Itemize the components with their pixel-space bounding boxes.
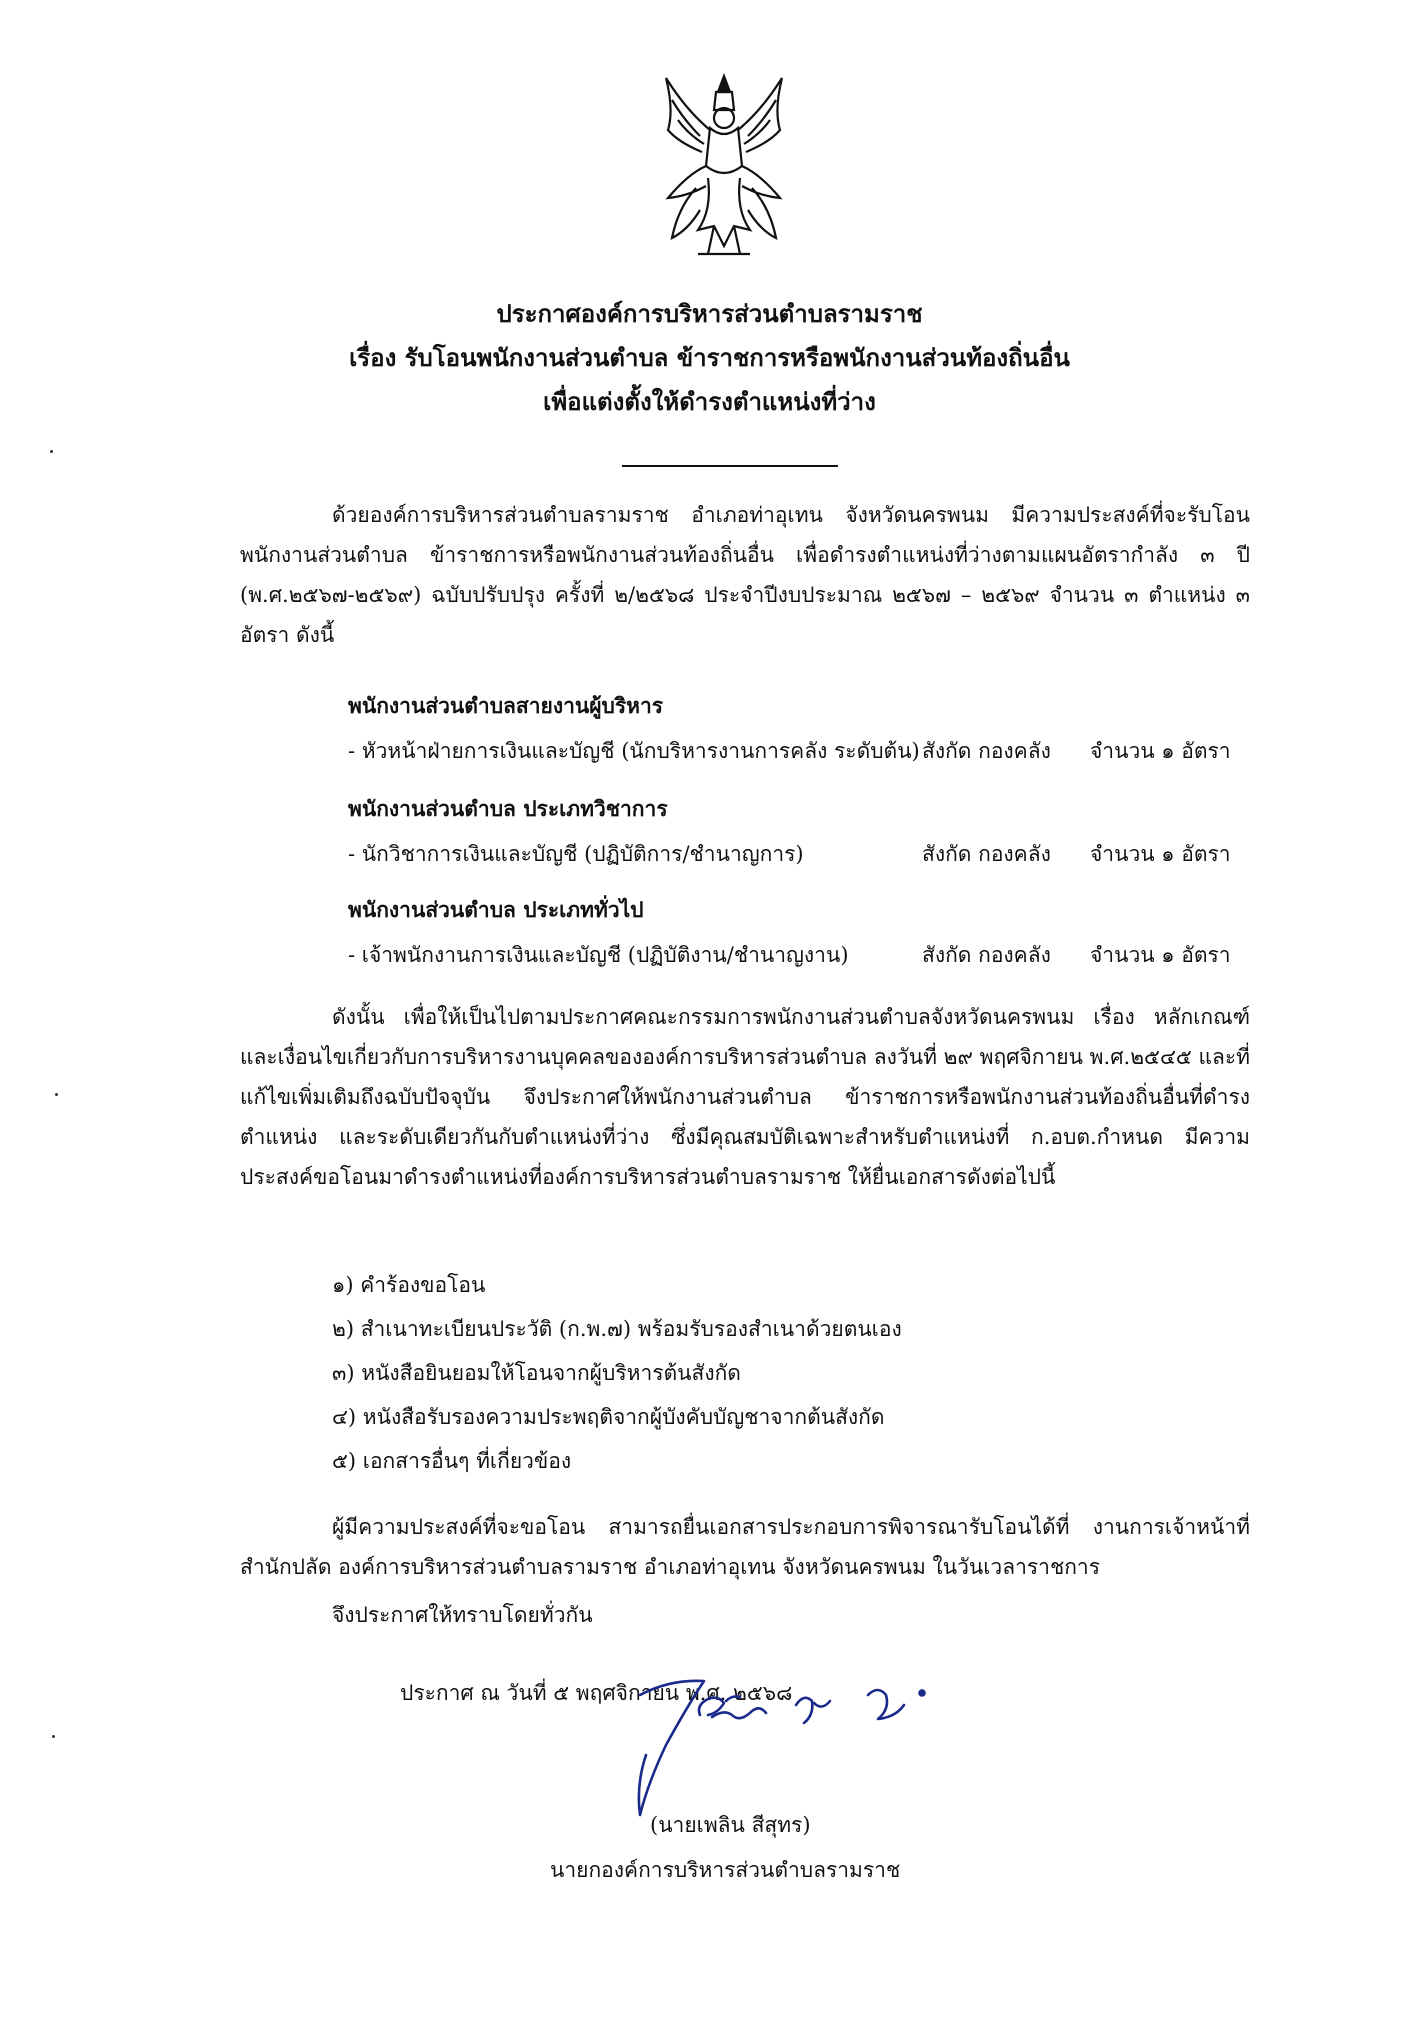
- title-divider: [622, 465, 838, 467]
- scan-speck: [52, 1735, 55, 1738]
- position-group-heading: พนักงานส่วนตำบล ประเภทวิชาการ: [348, 796, 668, 821]
- signer-name: (นายเพลิน สีสุทร): [650, 1813, 811, 1837]
- position-item: - นักวิชาการเงินและบัญชี (ปฏิบัติการ/ชำนาญการ): [348, 842, 804, 866]
- garuda-emblem-icon: [648, 70, 800, 260]
- position-item: - หัวหน้าฝ่ายการเงินและบัญชี (นักบริหารงานการคลัง ระดับต้น): [348, 739, 920, 763]
- position-unit: สังกัด กองคลัง: [922, 943, 1051, 967]
- position-unit: สังกัด กองคลัง: [922, 739, 1051, 763]
- position-unit: สังกัด กองคลัง: [922, 842, 1051, 866]
- position-item: - เจ้าพนักงานการเงินและบัญชี (ปฏิบัติงาน/ชำนาญงาน): [348, 943, 849, 967]
- position-count: จำนวน ๑ อัตรา: [1090, 739, 1231, 763]
- required-document: ๔) หนังสือรับรองความประพฤติจากผู้บังคับบัญชาจากต้นสังกัด: [332, 1405, 885, 1429]
- position-count: จำนวน ๑ อัตรา: [1090, 943, 1231, 967]
- scan-speck: [50, 450, 53, 453]
- announcement-issuer: ประกาศองค์การบริหารส่วนตำบลรามราช: [496, 299, 923, 328]
- required-document: ๒) สำเนาทะเบียนประวัติ (ก.พ.๗) พร้อมรับรองสำเนาด้วยตนเอง: [332, 1317, 902, 1341]
- signer-position: นายกองค์การบริหารส่วนตำบลรามราช: [550, 1858, 901, 1882]
- required-document: ๑) คำร้องขอโอน: [332, 1273, 486, 1297]
- announcement-subject-cont: เพื่อแต่งตั้งให้ดำรงตำแหน่งที่ว่าง: [543, 387, 876, 416]
- position-count: จำนวน ๑ อัตรา: [1090, 842, 1231, 866]
- required-document: ๕) เอกสารอื่นๆ ที่เกี่ยวข้อง: [332, 1449, 572, 1473]
- position-group-heading: พนักงานส่วนตำบล ประเภททั่วไป: [348, 897, 644, 922]
- required-document: ๓) หนังสือยินยอมให้โอนจากผู้บริหารต้นสังกัด: [332, 1361, 741, 1385]
- criteria-paragraph: ดังนั้น เพื่อให้เป็นไปตามประกาศคณะกรรมการพนักงานส่วนตำบลจังหวัดนครพนม เรื่อง หลักเกณฑ์และเงื่อนไขเกี่ยวกับการบริหารงานบุคคลขององค์การบริหารส่วนตำบล ลงวันที่ ๒๙ พฤศจิกายน พ.ศ.๒๕๔๕ และที่แก้ไขเพิ่มเติมถึงฉบับปัจจุบัน จึงประกาศให้พนักงานส่วนตำบล ข้าราชการหรือพนักงานส่วนท้องถิ่นอื่นที่ดำรงตำแหน่ง และระดับเดียวกันกับตำแหน่งที่ว่าง ซึ่งมีคุณสมบัติเฉพาะสำหรับตำแหน่งที่ ก.อบต.กำหนด มีความประสงค์ขอโอนมาดำรงตำแหน่งที่องค์การบริหารส่วนตำบลรามราช ให้ยื่นเอกสารดังต่อไปนี้: [240, 1005, 1250, 1189]
- closing-statement: จึงประกาศให้ทราบโดยทั่วกัน: [332, 1603, 593, 1627]
- announcement-subject: เรื่อง รับโอนพนักงานส่วนตำบล ข้าราชการหรือพนักงานส่วนท้องถิ่นอื่น: [349, 343, 1070, 372]
- scan-speck: [55, 1093, 58, 1096]
- intro-paragraph: ด้วยองค์การบริหารส่วนตำบลรามราช อำเภอท่าอุเทน จังหวัดนครพนม มีความประสงค์ที่จะรับโอนพนักงานส่วนตำบล ข้าราชการหรือพนักงานส่วนท้องถิ่นอื่น เพื่อดำรงตำแหน่งที่ว่างตามแผนอัตรากำลัง ๓ ปี (พ.ศ.๒๕๖๗-๒๕๖๙) ฉบับปรับปรุง ครั้งที่ ๒/๒๕๖๘ ประจำปีงบประมาณ ๒๕๖๗ – ๒๕๖๙ จำนวน ๓ ตำแหน่ง ๓ อัตรา ดังนี้: [240, 503, 1250, 647]
- announcement-date: ประกาศ ณ วันที่ ๕ พฤศจิกายน พ.ศ. ๒๕๖๘: [400, 1681, 793, 1705]
- submission-paragraph: ผู้มีความประสงค์ที่จะขอโอน สามารถยื่นเอกสารประกอบการพิจารณารับโอนได้ที่ งานการเจ้าหน้าที่ สำนักปลัด องค์การบริหารส่วนตำบลรามราช อำเภอท่าอุเทน จังหวัดนครพนม ในวันเวลาราชการ: [240, 1515, 1250, 1579]
- position-group-heading: พนักงานส่วนตำบลสายงานผู้บริหาร: [348, 693, 664, 718]
- handwritten-signature: [600, 1665, 980, 1825]
